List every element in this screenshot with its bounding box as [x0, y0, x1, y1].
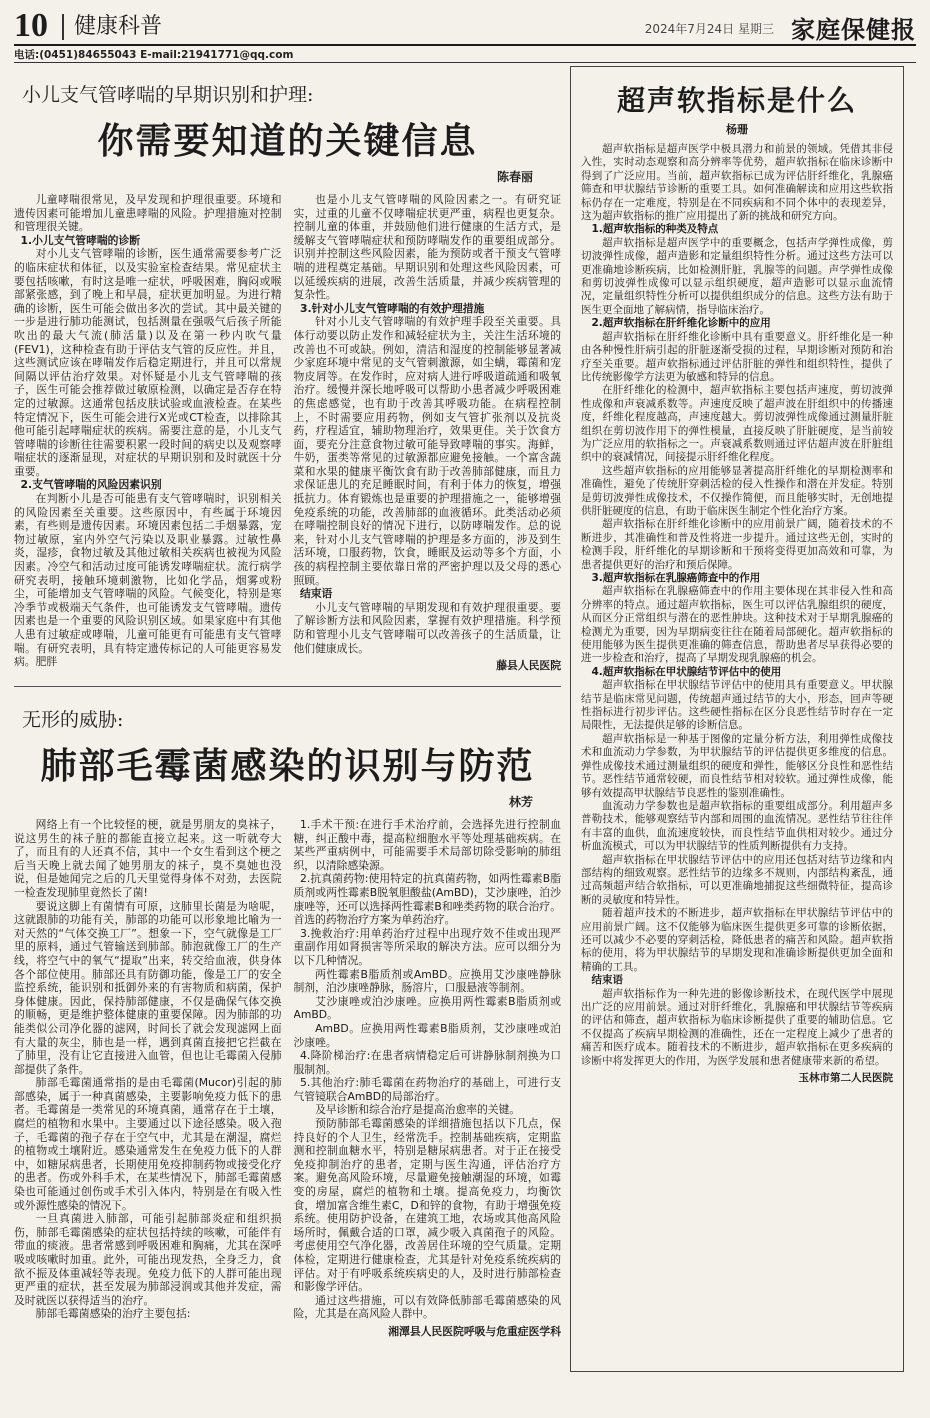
masthead [14, 8, 916, 46]
section-heading: 3.超声软指标在乳腺癌筛查中的作用 [591, 572, 761, 584]
article-asthma [14, 80, 561, 751]
paragraph: 也是小儿支气管哮喘的风险因素之一。有研究证实，过重的儿童不仅哮喘症状更严重，病程也更复杂。控制儿童的体重，并鼓励他们进行健康的生活方式，是缓解支气管哮喘症状和预防哮喘发作的重要组成部分。识别并控制这些风险因素，能为预防或者干预支气管哮喘的进程奠定基础。早期识别和处理这些风险因素，可以延缓疾病的进展，改善生活质量，并减少疾病管理的复杂性。 [293, 193, 561, 302]
institution-credit: 玉林市第二人民医院 [798, 1072, 893, 1085]
page-number: 10 [14, 7, 48, 44]
paragraph: 5.其他治疗:肺毛霉菌在药物治疗的基础上，可进行支气管镜联合AmBD的局部治疗。 [293, 1076, 561, 1103]
paragraph: 艾沙康唑或泊沙康唑。应换用两性霉素B脂质剂或AmBD。 [293, 994, 561, 1022]
article-kicker: 小儿支气管哮喘的早期识别和护理: [22, 84, 314, 106]
section-heading: 2.支气管哮喘的风险因素识别 [20, 478, 162, 492]
article-column [14, 818, 282, 1418]
article-columns [14, 818, 561, 1418]
paragraph: 在判断小儿是否可能患有支气管哮喘时，识别相关的风险因素至关重要。这些原因中，有些属于环境因素，有些则是遗传因素。环境因素包括二手烟暴露，宠物过敏原，室内外空气污染以及职业暴露。过敏性鼻炎，湿疹，食物过敏及其他过敏相关疾病也被视为风险因素。冷空气和活动过度可能诱发哮喘症状。流行病学研究表明，接触环境刺激物，比如化学品，烟雾或粉尘，可能增加支气管哮喘的风险。气候变化，特别是寒冷季节或极端天气条件，也可能诱发支气管哮喘。遗传因素也是一个重要的风险识别区域。如果家庭中有其他人患有过敏症或哮喘，儿童可能更有可能患有支气管哮喘。有研究表明，具有特定遗传标记的人可能更容易发病。肥胖 [14, 492, 282, 669]
article-column [14, 193, 282, 751]
paragraph: 预防肺部毛霉菌感染的详细措施包括以下几点，保持良好的个人卫生，经常洗手。控制基础疾病，定期监测和控制血糖水平，特别是糖尿病患者。对于正在接受免疫抑制治疗的患者，定期与医生沟通，评估治疗方案。避免高风险环境，尽量避免接触潮湿的环境，如霉变的房屋，腐烂的植物和土壤。提高免疫力，均衡饮食，增加富含维生素C，D和锌的食物，有助于增强免疫系统。使用防护设备，在建筑工地，农场或其他高风险场所时，佩戴合适的口罩，减少吸入真菌孢子的风险。考虑使用空气净化器，改善居住环境的空气质量。定期体检，定期进行健康检查，尤其是针对免疫系统疾病的评估。对于有呼吸系统疾病史的人，及时进行肺部检查和影像学评估。 [293, 1117, 561, 1294]
paragraph: 3.挽救治疗:用单药治疗过程中出现疗效不佳或出现严重副作用如肾损害等所采取的解决方法。应可以细分为以下几种情况。 [293, 926, 561, 967]
article-body [581, 143, 893, 1338]
paragraph: 超声软指标在肝纤维化诊断中的应用前景广阔，随着技术的不断进步，其准确性和普及性将进一步提升。通过这些无创，实时的检测手段，肝纤维化的早期诊断和干预将变得更加高效和可靠，为患者提供更好的治疗和预后保障。 [581, 518, 893, 571]
paragraph: 通过这些措施，可以有效降低肺部毛霉菌感染的风险，尤其是在高风险人群中。 [293, 1293, 561, 1321]
article-author: 杨珊 [726, 123, 748, 136]
paragraph: AmBD。应换用两性霉素B脂质剂，艾沙康唑或泊沙康唑。 [293, 1021, 561, 1049]
article-kicker: 无形的威胁: [22, 709, 124, 731]
article-mucor [14, 691, 561, 1418]
paragraph: 要说这脚上有菌情有可原，这肺里长菌是为啥呢，这就跟肺的功能有关，肺部的功能可以形象地比喻为一对天然的“气体交换工厂”。想象一下，空气就像是工厂里的原料，通过气管输送到肺部。肺泡就像工厂的生产线，将空气中的氧气“提取”出来，转交给血液，供身体各个部位使用。肺部还具有防御功能，像是工厂的安全监控系统，能识别和抵御外来的有害物质和病菌，保护身体健康。因此，保持肺部健康，不仅是确保气体交换的顺畅，更是维护整体健康的重要保障。因为肺部的功能类似公司净化器的滤网，时间长了就会发现滤网上面有大量的灰尘，肺也是一样，遇到真菌直接把它拦截在了肺里，没有让它直接进入血管，但也让毛霉菌入侵肺部提供了条件。 [14, 899, 282, 1076]
article-author: 陈春丽 [496, 170, 533, 184]
institution-credit: 湘潭县人民医院呼吸与危重症医学科 [388, 1324, 561, 1338]
paragraph: 超声软指标是超声医学中极具潜力和前景的领域。凭借其非侵入性，实时动态观察和高分辨率等优势，超声软指标在临床诊断中得到了广泛应用。当前，超声软指标已成为评估肝纤维化，乳腺癌筛查和甲状腺结节诊断的重要工具。如何准确解读和应用这些软指标仍存在一定难度，特别是在不同疾病和不同个体中的表现差异，这为超声软指标的推广应用提出了新的挑战和研究方向。 [581, 143, 893, 223]
left-pane [14, 66, 561, 1338]
article-title: 肺部毛霉菌感染的识别与防范 [40, 745, 535, 787]
paragraph: 在肝纤维化的检测中，超声软指标主要包括声速度，剪切波弹性成像和声衰减系数等。声速度反映了超声波在肝组织中的传播速度，纤维化程度越高，声速度越大。剪切波弹性成像通过测量肝脏组织在剪切波作用下的弹性模量，直接反映了肝脏硬度，是当前较为广泛应用的软指标之一。声衰减系数则通过评估超声波在肝脏组织中的衰减情况，间接提示肝纤维化程度。 [581, 384, 893, 464]
paragraph: 及早诊断和综合治疗是提高治愈率的关键。 [315, 1103, 521, 1117]
institution-credit: 藤县人民医院 [496, 659, 561, 673]
paragraph: 小儿支气管哮喘的早期发现和有效护理很重要。要了解诊断方法和风险因素，掌握有效护理措施。科学预防和管理小儿支气管哮喘可以改善孩子的生活质量，让他们健康成长。 [293, 600, 561, 655]
paragraph: 网络上有一个比较怪的梗，就是男朋友的臭袜子，说这男生的袜子脏的都能直接立起来。这一听就夸大了，而且有的人还真不信，其中一个女生看到这个梗之后当天晚上就去闻了她男朋友的袜子，臭不臭她也没说，但是她闻完之后的几天里觉得身体不对劲，去医院一检查发现肺里竟然长了菌! [14, 818, 282, 899]
contact-line: 电话:(0451)84655043 E-mail:21941771@qq.com [14, 49, 294, 61]
section-heading: 2.超声软指标在肝纤维化诊断中的应用 [591, 317, 771, 330]
paragraph: 超声软指标在乳腺癌筛查中的作用主要体现在其非侵入性和高分辨率的特点。通过超声软指标，医生可以评估乳腺组织的硬度，从而区分正常组织与潜在的恶性肿块。这种技术对于早期乳腺癌的检测尤为重要，因为早期病变往往在随着局部硬化。超声软指标的使用能够为医生提供更准确的筛查信息，帮助患者尽早获得必要的进一步检查和治疗，提高了早期发现乳腺癌的机会。 [581, 585, 893, 665]
paragraph: 随着超声技术的不断进步，超声软指标在甲状腺结节评估中的应用前景广阔。这不仅能够为临床医生提供更多可靠的诊断依据，还可以减少不必要的穿刺活检，降低患者的痛苦和风险。超声软指标的使用，将为甲状腺结节的早期发现和准确诊断提供更加全面和精确的工具。 [581, 907, 893, 973]
article-title: 你需要知道的关键信息 [97, 120, 478, 162]
paragraph: 针对小儿支气管哮喘的有效护理手段至关重要。具体行动要以防止发作和减轻症状为主，关注生活环境的改善也不可或缺。例如，清洁和湿度的控制能够显著减少家庭环境中常见的支气管刺激源，如尘螨，霉菌和宠物皮屑等。在发作时，应对病人进行呼吸道疏通和吸氧治疗。缓慢并深长地呼吸可以帮助小患者减少呼吸困难的焦虑感觉，也有助于改善其呼吸功能。在病程控制上，不时需要应用药物，例如支气管扩张剂以及抗炎药，疗程适宜，辅助物理治疗，效果更佳。关于饮食方面，要充分注意食物过敏可能导致哮喘的事实。海鲜，牛奶，蛋类等常见的过敏源都应避免接触。一个富含蔬菜和水果的健康平衡饮食有助于改善肺部健康，而且力求保证患儿的充足睡眠时间，有利于体力的恢复，增强抵抗力。体育锻炼也是重要的护理措施之一，能够增强免疫系统的功能，改善肺部的血液循环。此类活动必须在哮喘控制良好的情况下进行，以防哮喘发作。总的说来，针对小儿支气管哮喘的护理是多方面的，涉及到生活环境，口服药物，饮食，睡眠及运动等多个方面，小孩的病程控制主要依靠日常的严密护理以及父母的悉心照顾。 [293, 315, 561, 587]
article-columns [14, 193, 561, 751]
section-heading: 结束语 [299, 587, 333, 601]
paragraph: 超声软指标是一种基于图像的定量分析方法，利用弹性成像技术和血流动力学参数，为甲状腺结节的评估提供更多维度的信息。弹性成像技术通过测量组织的硬度和弹性，能够区分良性和恶性结节。恶性结节通常较硬，而良性结节相对较软。通过弹性成像，能够有效提高甲状腺结节良恶性的鉴别准确性。 [581, 732, 893, 799]
issue-date: 2024年7月24日 星期三 [644, 22, 774, 36]
article-author: 林芳 [508, 795, 533, 809]
section-name: 健康科普 [74, 14, 163, 39]
paragraph: 肺部毛霉菌感染的治疗主要包括: [35, 1307, 191, 1321]
paragraph: 儿童哮喘很常见，及早发现和护理很重要。环境和遗传因素可能增加儿童患哮喘的风险。护理措施对控制和管理很关键。 [14, 193, 282, 234]
paragraph: 4.降阶梯治疗:在患者病情稳定后可讲静脉制剂换为口服制剂。 [293, 1049, 561, 1076]
article-column [294, 818, 562, 1418]
article-column [294, 193, 562, 751]
paper-name: 家庭保健报 [791, 15, 916, 44]
article-ultrasound [570, 66, 904, 1372]
paragraph: 血流动力学参数也是超声软指标的重要组成部分。利用超声多普勒技术，能够观察结节内部和周围的血流情况。恶性结节往往伴有丰富的血供，血流速度较快，而良性结节血供相对较少。通过分析血流模式，可以为甲状腺结节的性质判断提供有力支持。 [581, 799, 893, 853]
paragraph: 对小儿支气管哮喘的诊断，医生通常需要参考广泛的临床症状和体征，以及实验室检查结果。常见症状主要包括咳嗽，有时这是唯一症状，呼吸困难，胸闷或喉部紧张感，到了晚上和早晨，症状更加明显。为进行精确的诊断，医生可能会做出多次的尝试。其中最关键的一步是进行肺功能测试，包括测量在强吸气后孩子所能吹出的最大气流(肺活量)以及在第一秒内吹气量(FEV1)，这种检查有助于评估支气管的反应性。并且，这些测试应该在哮喘发作后稳定期进行，并且可以常规间隔以评估治疗效果。对怀疑是小儿支气管哮喘的孩子，医生可能会推荐做过敏原检测，以确定是否存在特定的过敏源。这通常包括皮肤试验或血液检查。在某些特定情况下，医生可能会进行X光或CT检查，以排除其他可能引起哮喘症状的疾病。需要注意的是，小儿支气管哮喘的诊断往往需要积累一段时间的病史以及观察哮喘症状的逐渐显现，对症状的早期识别和及时就医十分重要。 [14, 247, 282, 478]
article-title: 超声软指标是什么 [616, 84, 857, 117]
header-rule [14, 62, 916, 63]
paragraph: 超声软指标在甲状腺结节评估中的使用具有重要意义。甲状腺结节是临床常见问题，传统超声通过结节的大小，形态，回声等硬性指标进行初步评估。这些硬性指标在区分良恶性结节时存在一定局限性，无法提供足够的诊断信息。 [581, 679, 893, 732]
article-divider [14, 686, 561, 687]
paragraph: 2.抗真菌药物:使用特定的抗真菌药物，如两性霉素B脂质剂或两性霉素B脱氧胆酸盐(AmBD)，艾沙康唑，泊沙康唑等，还可以选择两性霉素B和唑类药物的联合治疗。首选的药物治疗方案为单药治疗。 [293, 872, 561, 927]
paragraph: 两性霉素B脂质剂或AmBD。应换用艾沙康唑静脉制剂，泊沙康唑静脉，肠溶片，口服悬液等制剂。 [293, 967, 561, 995]
section-heading: 3.针对小儿支气管哮喘的有效护理措施 [299, 301, 485, 315]
section-heading: 4.超声软指标在甲状腺结节评估中的使用 [591, 665, 782, 678]
paragraph: 超声软指标在肝纤维化诊断中具有重要意义。肝纤维化是一种由各种慢性肝病引起的肝脏逐渐受损的过程，早期诊断对预防和治疗至关重要。超声软指标通过评估肝脏的弹性和组织特性，提供了比传统影像学方法更为敏感和特异的信息。 [581, 330, 893, 383]
paragraph: 超声软指标是超声医学中的重要概念，包括声学弹性成像，剪切波弹性成像，超声造影和定量组织特性分析。通过这些方法可以更准确地诊断疾病，比如检测肝脏，乳腺等的问题。声学弹性成像和剪切波弹性成像可以显示组织硬度，超声造影可以显示血流情况，定量组织特性分析可以提供组织成分的信息。这些方法有助于医生更全面地了解病情，指导临床治疗。 [581, 236, 893, 316]
paragraph: 一旦真菌进入肺部，可能引起肺部炎症和组织损伤，肺部毛霉菌感染的症状包括持续的咳嗽，可能伴有带血的痰液。患者常感到呼吸困难和胸痛，尤其在深呼吸或咳嗽时加重。此外，可能出现发热，全身乏力，食欲不振及体重减轻等表现。免疫力低下的人群可能出现更严重的症状，甚至发展为肺部浸润或其他并发症，需及时就医以获得适当的治疗。 [14, 1212, 282, 1307]
masthead-divider [62, 14, 64, 40]
paragraph: 肺部毛霉菌通常指的是由毛霉菌(Mucor)引起的肺部感染，属于一种真菌感染，主要影响免疫力低下的患者。毛霉菌是一类常见的环境真菌，通常存在于土壤，腐烂的植物和水果中。主要通过以下途径感染。吸入孢子，毛霉菌的孢子存在于空气中，尤其是在潮湿，腐烂的植物或土壤附近。感染通常发生在免疫力低下的人群中，如糖尿病患者，长期使用免疫抑制药物或接受化疗的患者。伤或外科手术，在某些情况下，肺部毛霉菌感染也可能通过创伤或手术引入体内，特别是在有吸入性或外源性感染的情况下。 [14, 1076, 282, 1212]
paragraph: 1.手术干预:在进行手术治疗前，会选择先进行控制血糖，纠正酸中毒，提高粒细胞水平等处理基础疾病。在某些严重病例中，可能需要手术局部切除受影响的肺组织，以清除感染源。 [293, 818, 561, 872]
paragraph: 超声软指标在甲状腺结节评估中的应用还包括对结节边缘和内部结构的细致观察。恶性结节的边缘多不规则，内部结构紊乱，通过高频超声结合软指标，可以更准确地捕捉这些细微特征，提高诊断的灵敏度和特异性。 [581, 853, 893, 906]
paragraph: 超声软指标作为一种先进的影像诊断技术，在现代医学中展现出广泛的应用前景。通过对肝纤维化，乳腺癌和甲状腺结节等疾病的评估和筛查，超声软指标为临床诊断提供了重要的辅助信息。它不仅提高了疾病早期检测的准确性，还在一定程度上减少了患者的痛苦和医疗成本。随着技术的不断进步，超声软指标在更多疾病的诊断中将发挥更大的作用，为医学发展和患者健康带来新的希望。 [581, 987, 893, 1067]
section-heading: 结束语 [591, 974, 623, 987]
section-heading: 1.超声软指标的种类及特点 [591, 223, 719, 236]
section-heading: 1.小儿支气管哮喘的诊断 [20, 233, 141, 247]
paragraph: 这些超声软指标的应用能够显著提高肝纤维化的早期检测率和准确性，避免了传统肝穿刺活检的侵入性操作和潜在并发症。特别是剪切波弹性成像技术，不仅操作简便，而且能够实时，无创地提供肝脏硬度的信息，有助于临床医生制定个性化治疗方案。 [581, 464, 893, 517]
